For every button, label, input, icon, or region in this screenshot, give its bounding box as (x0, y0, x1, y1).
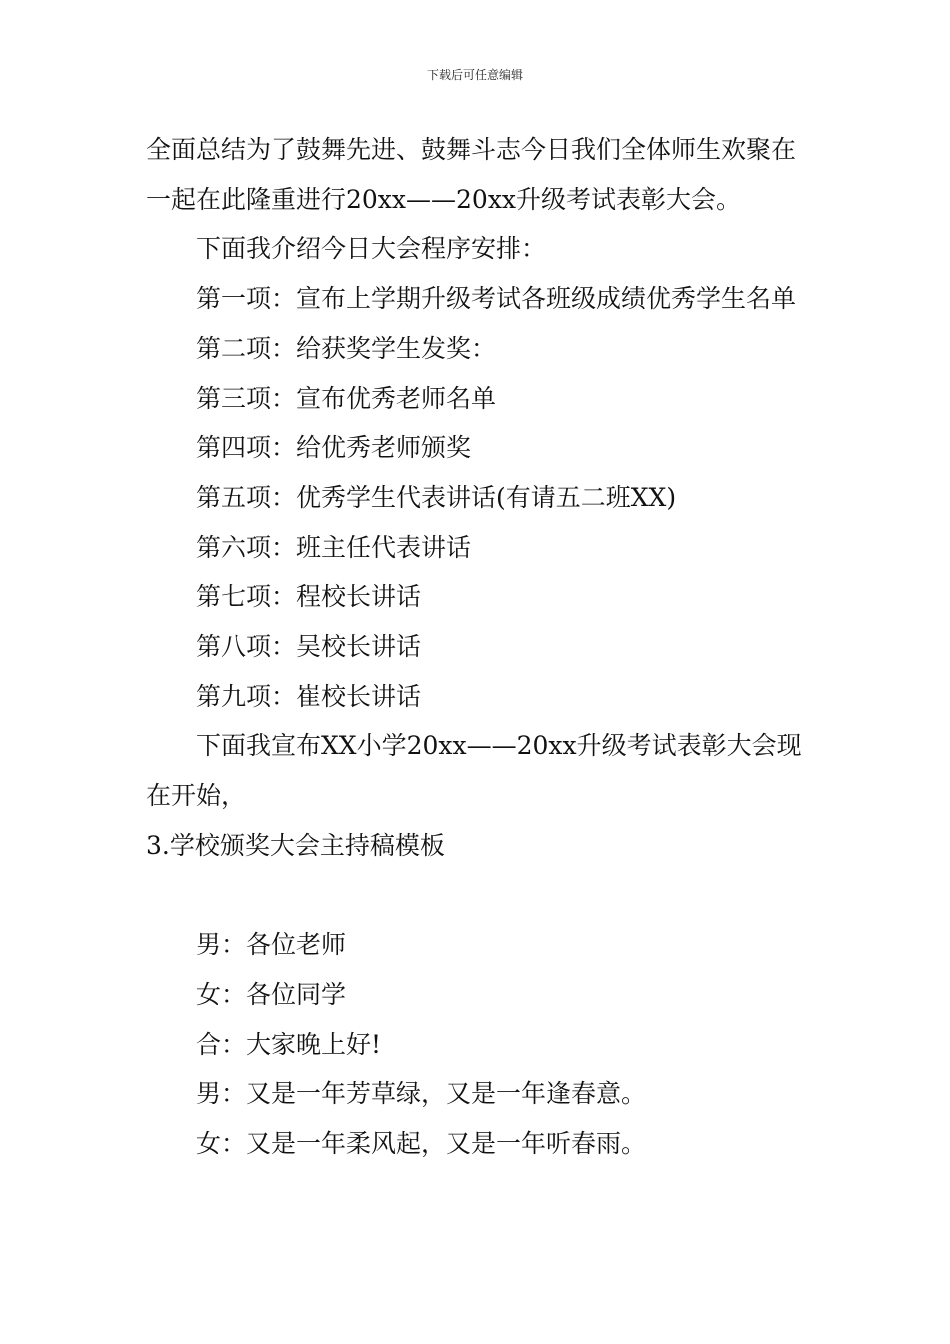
paragraph-intro: 全面总结为了鼓舞先进、鼓舞斗志今日我们全体师生欢聚在一起在此隆重进行20xx——20xx升级考试表彰大会。 (146, 135, 797, 214)
dialogue-line-4: 男：又是一年芳草绿，又是一年逢春意。 (196, 1079, 647, 1109)
agenda-item-4: 第四项：给优秀老师颁奖 (196, 433, 472, 463)
dialogue-line-2: 女：各位同学 (196, 979, 347, 1009)
dialogue-line-3: 合：大家晚上好! (196, 1029, 382, 1059)
dialogue-line-5: 女：又是一年柔风起，又是一年听春雨。 (196, 1129, 647, 1159)
agenda-item-3: 第三项：宣布优秀老师名单 (196, 383, 497, 413)
page-header: 下载后可任意编辑 (426, 68, 523, 82)
paragraph-announcement: 下面我宣布XX小学20xx——20xx升级考试表彰大会现在开始， (146, 731, 802, 811)
agenda-item-1: 第一项：宣布上学期升级考试各班级成绩优秀学生名单 (196, 284, 797, 314)
agenda-item-6: 第六项：班主任代表讲话 (196, 532, 472, 562)
agenda-item-5: 第五项：优秀学生代表讲话(有请五二班XX) (196, 482, 677, 512)
paragraph-agenda-intro: 下面我介绍今日大会程序安排： (196, 234, 547, 264)
document-body (146, 125, 810, 1169)
agenda-item-7: 第七项：程校长讲话 (196, 582, 422, 612)
dialogue-line-1: 男：各位老师 (196, 930, 347, 960)
agenda-item-9: 第九项：崔校长讲话 (196, 681, 422, 711)
agenda-item-8: 第八项：吴校长讲话 (196, 632, 422, 662)
section-heading: 3.学校颁奖大会主持稿模板 (146, 830, 445, 860)
agenda-item-2: 第二项：给获奖学生发奖： (196, 333, 497, 363)
blank-line (146, 871, 810, 921)
